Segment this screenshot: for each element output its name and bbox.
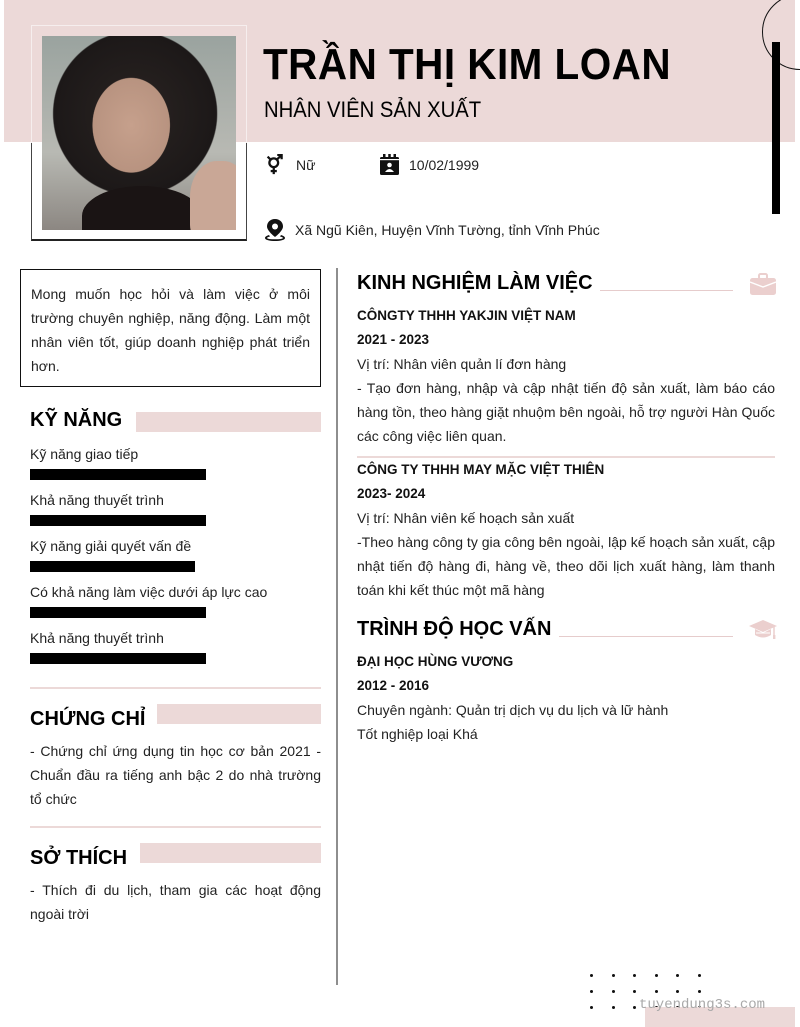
candidate-name: TRẦN THỊ KIM LOAN — [263, 40, 672, 89]
company-name: CÔNGTY THHH YAKJIN VIỆT NAM — [357, 308, 576, 323]
watermark: tuyendung3s.com — [639, 997, 766, 1013]
column-divider — [336, 268, 338, 985]
work-description: - Tạo đơn hàng, nhập và cập nhật tiến độ sản xuất, làm báo cáo hàng tồn, theo hàng giặt nhuộm bên ngoài, hỗ trợ người Hàn Quốc các công việc liên quan. — [357, 380, 775, 444]
address-value: Xã Ngũ Kiên, Huyện Vĩnh Tường, tỉnh Vĩnh Phúc — [295, 222, 600, 238]
skill-bar — [30, 561, 195, 572]
location-pin-icon — [265, 219, 285, 241]
calendar-icon — [380, 154, 399, 175]
education-title-line — [559, 636, 733, 637]
job-title: NHÂN VIÊN SẢN XUẤT — [264, 97, 482, 122]
skill-bar — [30, 607, 206, 618]
hobbies-title-bar — [140, 843, 321, 863]
work-description: -Theo hàng công ty gia công bên ngoài, lập kế hoạch sản xuất, cập nhật tiến độ hàng đi, hàng về, theo dõi lịch xuất hàng, làm thanh toán khi kết thúc một mã hàng — [357, 534, 775, 598]
experience-divider — [357, 456, 775, 458]
certificates-title-bar — [157, 704, 321, 724]
skill-bar — [30, 653, 206, 664]
hobbies-title: SỞ THÍCH — [30, 847, 128, 869]
work-position: Vị trí: Nhân viên quản lí đơn hàng — [357, 356, 567, 372]
certificates-title: CHỨNG CHỈ — [30, 708, 146, 730]
skill-label: Kỹ năng giao tiếp — [30, 446, 139, 462]
decorative-vertical-bar — [772, 42, 780, 214]
career-objective: Mong muốn học hỏi và làm việc ở môi trường chuyên nghiệp, năng động. Làm một nhân viên tốt, giúp doanh nghiệp phát triển hơn. — [20, 269, 321, 387]
skill-bar — [30, 469, 206, 480]
briefcase-icon — [750, 273, 776, 295]
section-divider — [30, 826, 321, 828]
education-major: Chuyên ngành: Quản trị dịch vụ du lịch và lữ hành — [357, 702, 669, 718]
graduation-cap-icon — [749, 619, 777, 641]
skill-bar — [30, 515, 206, 526]
work-period: 2023- 2024 — [357, 486, 426, 501]
skills-title-bar — [136, 412, 321, 432]
birthday-value: 10/02/1999 — [409, 156, 480, 173]
education-title: TRÌNH ĐỘ HỌC VẤN — [357, 618, 552, 640]
birthday-info — [380, 154, 479, 175]
skill-label: Khả năng thuyết trình — [30, 630, 164, 646]
profile-photo — [42, 36, 236, 230]
photo-shirt — [82, 186, 202, 230]
section-divider — [30, 687, 321, 689]
skill-label: Kỹ năng giải quyết vấn đề — [30, 538, 192, 554]
certificates-text: - Chứng chỉ ứng dụng tin học cơ bản 2021 - Chuẩn đầu ra tiếng anh bậc 2 do nhà trường tổ chức — [30, 743, 321, 807]
hobbies-text: - Thích đi du lịch, tham gia các hoạt động ngoài trời — [30, 882, 321, 922]
education-grade: Tốt nghiệp loại Khá — [357, 726, 478, 742]
gender-value: Nữ — [296, 156, 316, 173]
work-period: 2021 - 2023 — [357, 332, 430, 347]
skill-label: Có khả năng làm việc dưới áp lực cao — [30, 584, 268, 600]
gender-icon — [265, 154, 286, 175]
school-name: ĐẠI HỌC HÙNG VƯƠNG — [357, 654, 514, 669]
education-period: 2012 - 2016 — [357, 678, 430, 693]
company-name: CÔNG TY THHH MAY MẶC VIỆT THIÊN — [357, 462, 605, 477]
work-position: Vị trí: Nhân viên kế hoạch sản xuất — [357, 510, 575, 526]
experience-title-line — [600, 290, 733, 291]
photo-hand — [190, 161, 236, 230]
experience-title: KINH NGHIỆM LÀM VIỆC — [357, 272, 593, 294]
skill-label: Khả năng thuyết trình — [30, 492, 164, 508]
gender-info — [265, 154, 315, 175]
skills-title: KỸ NĂNG — [30, 409, 123, 431]
address-info — [265, 219, 600, 241]
